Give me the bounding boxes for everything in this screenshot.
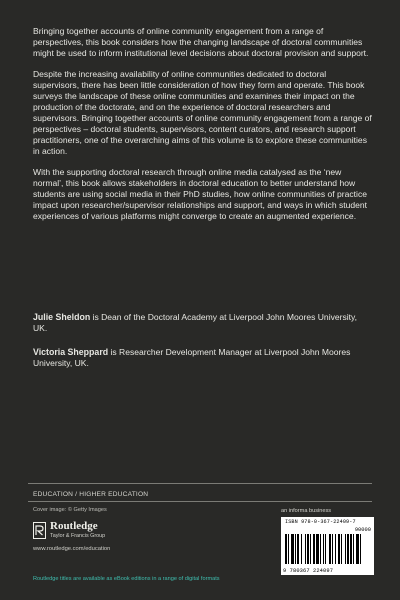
barcode-icon [285, 534, 370, 564]
blurb-paragraph-2: Despite the increasing availability of online communities dedicated to doctoral supervisors, there has been little consideration of how they form and operate. This book surveys the landscape of these online communities and examines their impact on the production of the doctorate, and on the experience of doctoral researchers and supervisors. Bringing together accounts of online community engagement from a range of perspectives – doctoral students, supervisors, content curators, and research support practitioners, one of the overarching aims of this volume is to explore these communities in action. [33, 69, 372, 156]
barcode-panel [281, 517, 374, 575]
price-code: 90000 [354, 527, 371, 533]
blurb [33, 26, 373, 232]
isbn-text: ISBN 978-0-367-22409-7 [285, 519, 356, 525]
author-bio-text: is Researcher Development Manager at Liverpool John Moores University, UK. [33, 347, 351, 368]
author-bio [33, 347, 373, 369]
publisher-name: Routledge [50, 520, 98, 532]
author-bio-text: is Dean of the Doctoral Academy at Liverpool John Moores University, UK. [33, 312, 358, 333]
informa-tagline: an informa business [281, 508, 332, 514]
publisher-website: www.routledge.com/education [33, 546, 111, 552]
blurb-paragraph-3: With the supporting doctoral research through online media catalysed as the ‘new normal’, this book allows stakeholders in doctoral education to better understand how students are using social media in their PhD studies, how online communities of practice impact upon researcher/supervisor relationships and support, and ways in which student experiences of various platforms might converge to create an augmented experience. [33, 167, 367, 221]
publisher-logo [33, 521, 173, 545]
author-name: Victoria Sheppard [33, 347, 109, 357]
author-name: Julie Sheldon [33, 312, 91, 322]
divider [28, 483, 372, 484]
ebook-note: Routledge titles are available as eBook editions in a range of digital formats [33, 576, 220, 582]
divider [28, 501, 372, 502]
barcode-digits: 9 780367 224097 [283, 568, 334, 574]
blurb-paragraph-1: Bringing together accounts of online community engagement from a range of perspectives, this book considers how the changing landscape of doctoral communities might be used to inform institutional level decisions about doctoral provision and support. [33, 26, 369, 58]
cover-credit: Cover image: © Getty Images [33, 507, 107, 513]
author-bio [33, 312, 373, 334]
subject-category: EDUCATION / HIGHER EDUCATION [33, 491, 149, 498]
routledge-r-icon [33, 522, 46, 539]
publisher-group: Taylor & Francis Group [50, 533, 106, 539]
